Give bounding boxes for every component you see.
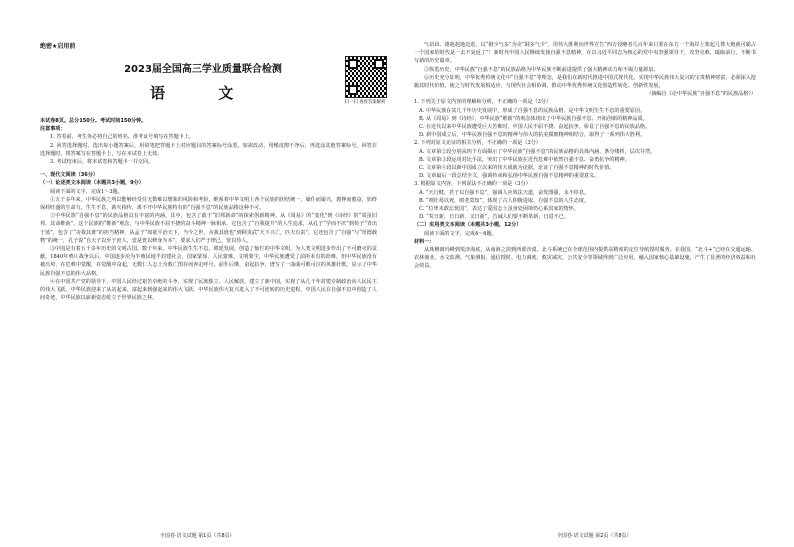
page-footer: 全国卷·语文试题 第1页（共8页） <box>160 533 235 539</box>
passage-source: （摘编自《论中华民族“自强不息”的民族品格》） <box>646 91 756 98</box>
answer-option: C. 在近代以来中华民族遭受巨大苦难时，中国人民不屈不挠、奋起抗争，彰显了自强不息的民族品格。 <box>419 124 651 131</box>
right-page <box>397 0 794 547</box>
exam-title: 2023届全国高三学业质量联合检测 <box>124 64 282 75</box>
answer-option: C. 文章第④段以新中国成立以来的伟大成就为论据，论证了自强不息精神的时代价值。 <box>419 165 615 172</box>
right-body <box>414 41 756 271</box>
answer-option: A. 文章第②段分别从四个方面揭示了中华民族“自强不息”的民族品格的具体内涵，条分缕析，层次井然。 <box>419 148 656 155</box>
qr-caption: 扫一扫 查看答案解析 <box>344 100 386 105</box>
question-stem: 3. 根据原文内容，下列说法不正确的一项是（3分） <box>414 181 531 188</box>
passage-paragraph: ②中华民族“自强不息”的民族品格具有丰富的内涵。其中，包含了敢于“旧邦新命”的探索创新精神。从《周易》的“变化”到《诗经》的“周虽旧邦，其命维新”，这个民族的“维新”观念，与中华民族不屈不挠的奋斗精神一脉相承。它包含了“自我提升”的人生追求，从孔子“学而不厌”到荀子“青出于蓝”，包含了“舍我其谁”的担当精神，从孟子“如欲平治天下，当今之世，舍我其谁也”到顾炎武“天下兴亡，匹夫有责”。它还包含了“自强”与“厚德载物”的统一，孔子说“自天子以至于庶人，壹是皆以修身为本”，要求人们严于律己，宽以待人。 <box>40 213 377 244</box>
passage-paragraph: ④在中国共产党的领导下，中国人民经过艰苦卓绝的斗争，实现了民族独立、人民解放，建立了新中国，实现了从几千年封建专制政治向人民民主的伟大飞跃。中华民族迎来了从站起来、富起来到强起来的伟大飞跃，中华民族伟大复兴进入了不可逆转的历史进程。中国人民在自强不息中创造了人间奇迹，中华民族以崭新姿态屹立于世界民族之林。 <box>40 278 377 302</box>
section-heading: 一、现代文阅读（36分） <box>40 172 99 179</box>
page-footer: 全国卷·语文试题 第2页（共8页） <box>557 533 632 539</box>
subsection-heading: （二）实用类文本阅读（本题共3小题，12分） <box>414 222 522 229</box>
subsection-heading: （一）论述类文本阅读（本题共3小题，9分） <box>40 180 144 187</box>
question-stem: 2. 下列对原文论证的相关分析，不正确的一项是（3分） <box>414 140 541 147</box>
subject-title: 语 文 <box>150 84 258 102</box>
passage-paragraph: ⑥历史充分证明，中华优秀传统文化中“自强不息”等理念，是我们在新时代推进中国式现代化、实现中华民族伟大复兴的宝贵精神财富，必须深入挖掘其时代价值，使之与时代发展相适应，与现代社会相协调，推动中华优秀传统文化创造性转化、创新性发展。 <box>414 74 756 90</box>
exam-intro: 本试卷8页。总分150分。考试时间150分钟。 <box>40 118 147 124</box>
reading-instruction: 阅读下面的文字，完成4～6题。 <box>424 230 497 237</box>
answer-option: B. “则壮曷以死，则老莫知”，体现了古人积极进取、自强不息的人生态度。 <box>419 197 590 204</box>
answer-option: B. 文章第③段运用对比手法，突出了中华民族在近代危难中依然自强不息、奋勇抗争的精神。 <box>419 156 630 163</box>
answer-option: D. “苟日新，日日新，又日新”，告诫人们要不断革新，日进不已。 <box>419 214 569 221</box>
passage-paragraph: 气昂昂、雄赳赳地迈进，以“钢少气多”为克“钢多气少”，用伟大胜利向世界宣告“西方侵略者几百年来只要在东方一个海岸上架起几尊大炮就可霸占一个国家的时代是一去不复返了”！新时代中国人民继续发扬自强不息精神，在以习近平同志为核心的党中央坚强领导下，攻坚克难，砥砺前行，不断书写新的历史篇章。 <box>414 42 756 65</box>
answer-option: D. 新中国成立后，中华民族自强不息的精神与伟大的抗美援朝精神相结合，取得了一系列伟大胜利。 <box>419 132 646 139</box>
passage-paragraph: ③中国是有着五千多年历史的文明古国。数千年来，中华民族生生不息，绵延发展，创造了灿烂的中华文明，为人类文明进步作出了不可磨灭的贡献。1840年鸦片战争以后，中国逐步沦为半殖民地半封建社会，国家蒙辱、人民蒙难、文明蒙尘，中华民族遭受了前所未有的劫难。但中华民族没有被压垮，在危难中觉醒，在觉醒中奋起，无数仁人志士为救亡图存而奔走呼号，前仆后继，奋起抗争，谱写了一曲曲可歌可泣的英雄壮歌，显示了中华民族自强不息的伟大品格。 <box>40 246 377 277</box>
answer-option: A. “天行健，君子以自强不息”，强调人应效法天道，奋发图强，永不停息。 <box>419 189 590 196</box>
note-item: 1. 答卷前，考生务必将自己的姓名、准考证号填写在答题卡上。 <box>50 134 195 141</box>
answer-option: A. 中华民族在其几千年历史发展中，形成了自强不息的民族品格，是中华文明生生不息的重要原因。 <box>419 107 645 114</box>
notes-heading: 注意事项： <box>40 126 66 133</box>
passage-paragraph: ⑤纵览历史，中华民族“自强不息”的民族品格为中华民族不断前进提供了强大精神动力和不竭力量源泉。 <box>424 66 659 73</box>
passage-paragraph: ①五千多年来，中华民族之所以能够经受住无数难以想象的风险和考验，维系着中华文明上各个民族的团结统一，屡仆而屡兴，愈挫而愈奋，始终保持旺盛的生命力，生生不息，薪火相传，离不开中华民族特有的“自强不息”的民族品格这种不可。 <box>40 196 377 212</box>
qr-code-icon[interactable] <box>345 56 387 98</box>
answer-option: C. “位卑未敢忘忧国”，表达了爱国志士虽身处困境仍心系国家的情怀。 <box>419 206 579 213</box>
note-item: 3. 考试结束后，将本试卷和答题卡一并交回。 <box>50 159 154 166</box>
answer-option: B. 从《周易》到《诗经》，中华民族“维新”的观念体现出了中华民族自强不息、开拓创新的精神品质。 <box>419 115 648 122</box>
note-item: 2. 回答选择题时，选出每小题答案后，用铅笔把答题卡上对应题目的答案标号涂黑。如需改动，用橡皮擦干净后，再选涂其他答案标号。回答非选择题时，将答案写在答题卡上，写在本试卷上无效。 <box>40 142 377 157</box>
reading-instruction: 阅读下面的文字，完成1～3题。 <box>50 188 123 195</box>
answer-option: D. 文章最后一段总结全文，强调传承和弘扬中华民族自强不息精神的重要意义。 <box>419 173 600 180</box>
question-stem: 1. 下列关于原文内容的理解和分析，不正确的一项是（3分） <box>414 99 552 106</box>
material-label: 材料一： <box>414 238 435 245</box>
secret-stamp: 绝密★启用前 <box>40 43 76 50</box>
left-body <box>40 117 377 302</box>
passage-paragraph: 从珠穆朗玛峰到斐济海底，从南海之滨到西部沙漠，北斗系统已在全球范围内提供高精度的定位导航授时服务。在我国，“北斗+”已经在交通运输、农林渔业、水文监测、气象测报、通信授时、电力调度、救灾减灾、公共安全等领域得到广泛应用，融入国家核心基础设施，产生了显著的经济效益和社会效益。 <box>414 247 756 270</box>
